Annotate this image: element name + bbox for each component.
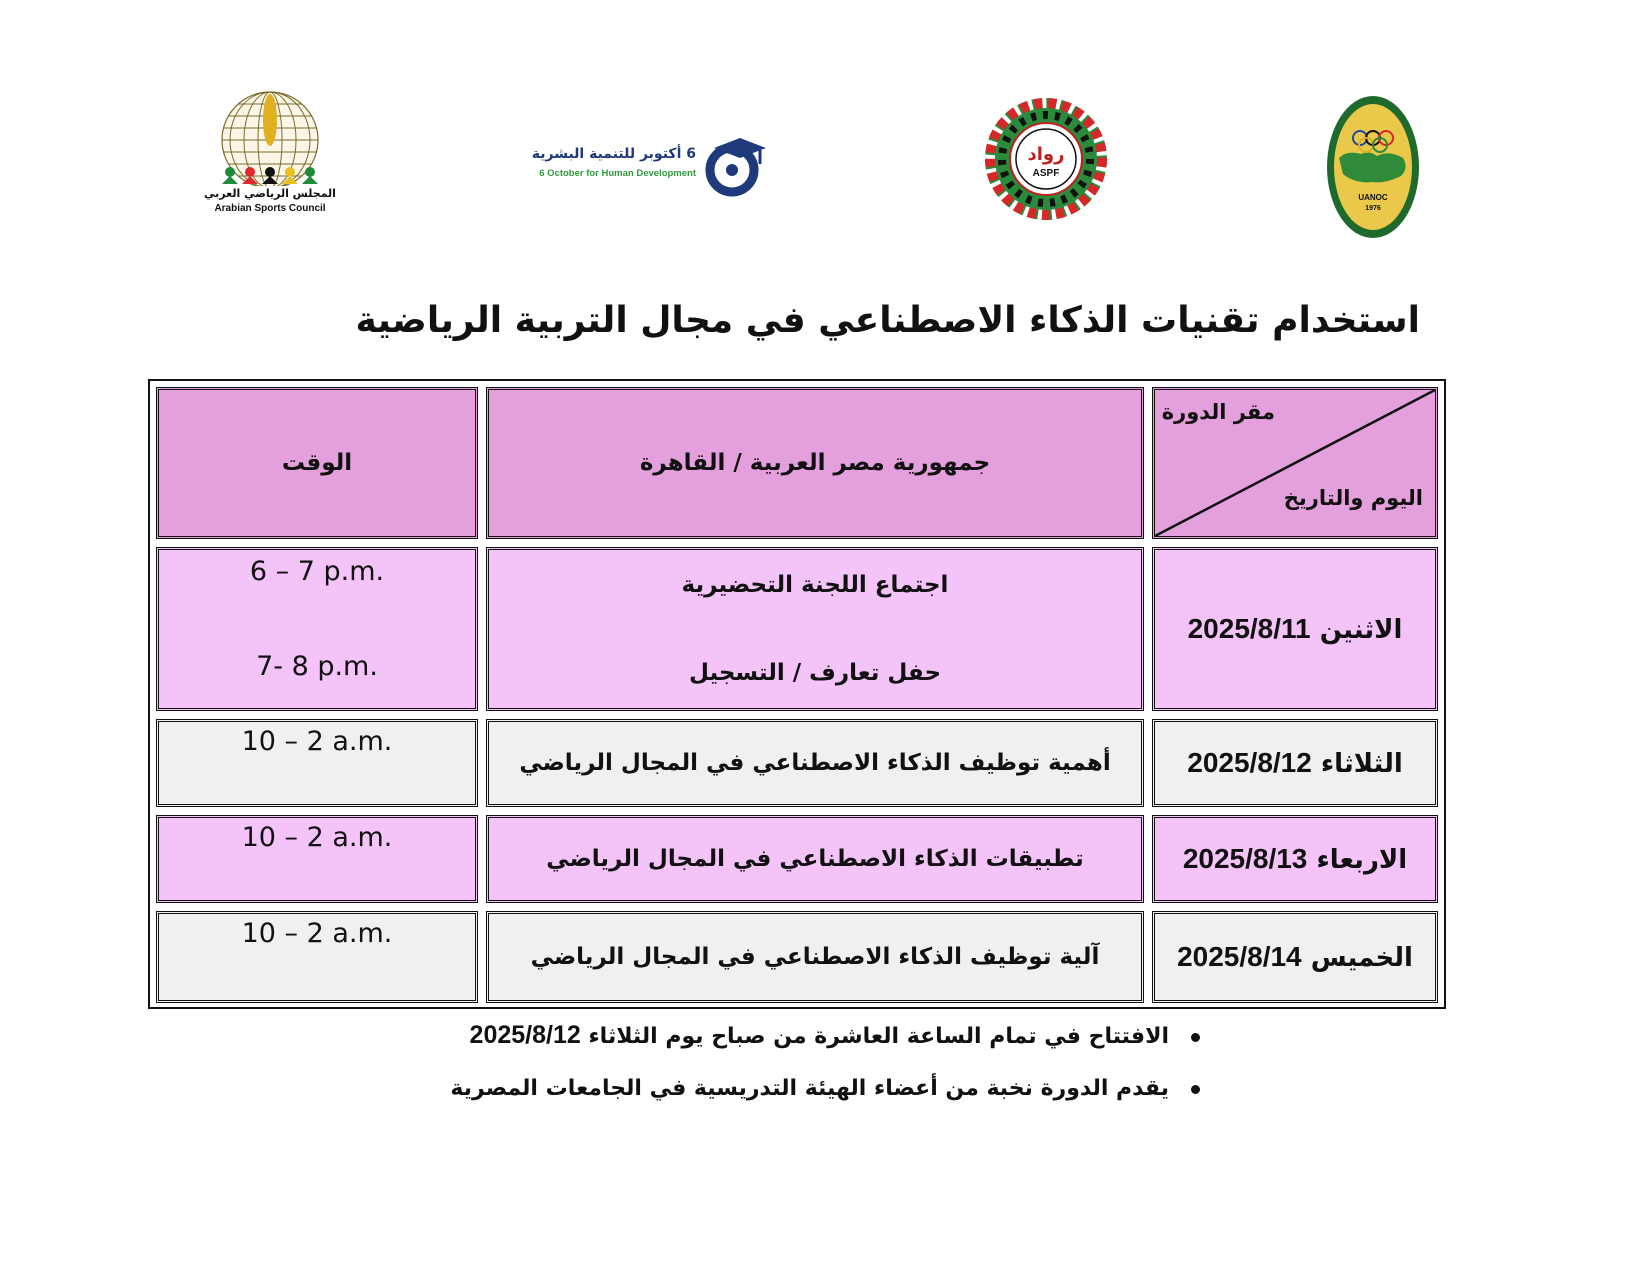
logo-bar bbox=[0, 90, 1650, 240]
october-caption-en: 6 October for Human Development bbox=[539, 168, 696, 179]
row2-time-cell bbox=[156, 719, 478, 807]
row1-time-2: 7- 8 p.m. bbox=[256, 651, 378, 682]
row4-day: الخميس bbox=[1310, 943, 1413, 973]
bullet-icon bbox=[1191, 1033, 1200, 1042]
row1-topic-1: اجتماع اللجنة التحضيرية bbox=[681, 572, 949, 598]
header-time: الوقت bbox=[156, 387, 478, 539]
row1-date bbox=[1188, 613, 1403, 645]
row4-date-cell bbox=[1152, 911, 1438, 1003]
uanoc-year: 1976 bbox=[1365, 205, 1381, 212]
asc-caption-en: Arabian Sports Council bbox=[214, 203, 326, 214]
row1-time-1: 6 – 7 p.m. bbox=[249, 556, 385, 587]
asc-caption-ar: المجلس الرياضي العربي bbox=[204, 187, 336, 200]
aspf-text-ar: رواد bbox=[1027, 144, 1065, 165]
uanoc-logo bbox=[1325, 94, 1421, 240]
aspf-logo bbox=[983, 96, 1109, 222]
row4-time: 10 – 2 a.m. bbox=[241, 918, 393, 949]
note-1-date: 2025/8/12 bbox=[469, 1021, 581, 1049]
row2-date-value: 2025/8/12 bbox=[1187, 747, 1312, 778]
header-corner-cell bbox=[1152, 387, 1438, 539]
row3-time-cell bbox=[156, 815, 478, 903]
row3-date-cell bbox=[1152, 815, 1438, 903]
row1-topic-2: حفل تعارف / التسجيل bbox=[688, 660, 942, 686]
header-venue: جمهورية مصر العربية / القاهرة bbox=[486, 387, 1144, 539]
row3-date-value: 2025/8/13 bbox=[1182, 843, 1308, 874]
row2-topic: أهمية توظيف الذكاء الاصطناعي في المجال الرياضي bbox=[486, 719, 1144, 807]
note-item bbox=[400, 1064, 1200, 1118]
row4-date-value: 2025/8/14 bbox=[1177, 941, 1302, 972]
row4-date bbox=[1177, 941, 1413, 973]
header-corner-top: مقر الدورة bbox=[1161, 400, 1275, 424]
arabian-sports-council-logo bbox=[200, 90, 340, 220]
notes-list bbox=[400, 1010, 1200, 1118]
row3-topic: تطبيقات الذكاء الاصطناعي في المجال الرياضي bbox=[486, 815, 1144, 903]
row1-date-cell bbox=[1152, 547, 1438, 711]
page-title: استخدام تقنيات الذكاء الاصطناعي في مجال التربية الرياضية bbox=[355, 300, 1420, 341]
october-logo bbox=[528, 132, 768, 202]
note-2-text: يقدم الدورة نخبة من أعضاء الهيئة التدريسية في الجامعات المصرية bbox=[450, 1076, 1169, 1101]
row3-date bbox=[1183, 843, 1407, 875]
globe-icon bbox=[200, 90, 340, 186]
bullet-icon bbox=[1191, 1085, 1200, 1094]
row3-time: 10 – 2 a.m. bbox=[241, 822, 393, 853]
row2-date bbox=[1187, 747, 1403, 779]
row3-day: الاربعاء bbox=[1316, 845, 1408, 875]
note-item bbox=[400, 1010, 1200, 1064]
uanoc-text: UANOC bbox=[1358, 193, 1388, 202]
row2-date-cell bbox=[1152, 719, 1438, 807]
row2-time: 10 – 2 a.m. bbox=[241, 726, 393, 757]
row1-topic-cell bbox=[486, 547, 1144, 711]
row1-time-cell bbox=[156, 547, 478, 711]
october-caption-ar: 6 أكتوبر للتنمية البشرية bbox=[531, 146, 696, 162]
schedule-table bbox=[148, 379, 1446, 1009]
row1-day: الاثنين bbox=[1319, 615, 1403, 645]
flags-ring-icon bbox=[983, 96, 1109, 222]
aspf-text-en: ASPF bbox=[1032, 168, 1060, 179]
olympic-rings-icon bbox=[1325, 94, 1421, 240]
header-corner-bottom: اليوم والتاريخ bbox=[1283, 486, 1423, 510]
graduation-cap-icon bbox=[700, 132, 768, 198]
note-1-text: الافتتاح في تمام الساعة العاشرة من صباح يوم الثلاثاء bbox=[588, 1024, 1169, 1049]
row4-topic: آلية توظيف الذكاء الاصطناعي في المجال الرياضي bbox=[486, 911, 1144, 1003]
row1-date-value: 2025/8/11 bbox=[1187, 613, 1311, 644]
row4-time-cell bbox=[156, 911, 478, 1003]
row2-day: الثلاثاء bbox=[1320, 749, 1403, 779]
